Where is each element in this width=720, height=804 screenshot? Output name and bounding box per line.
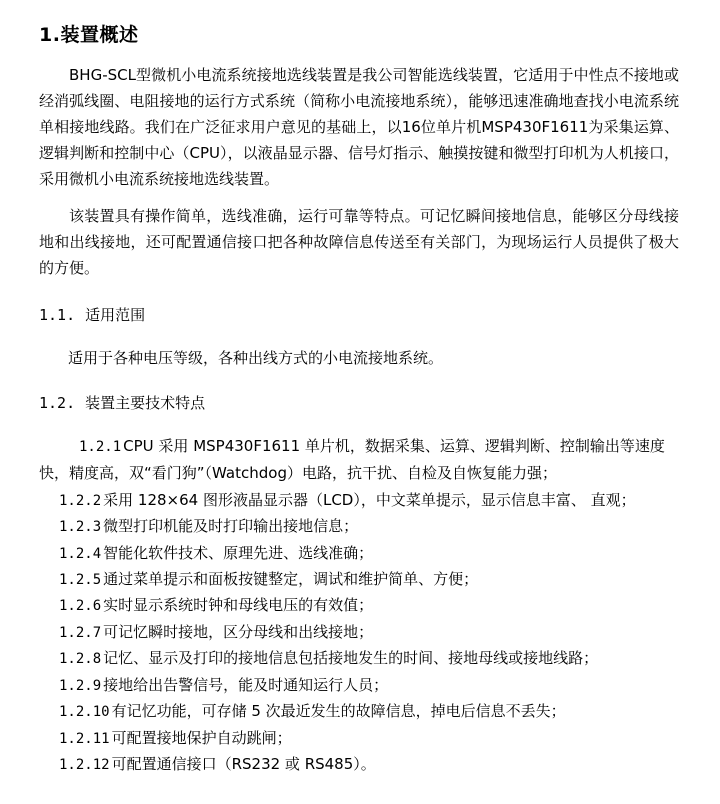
intro-paragraph: BHG-SCL型微机小电流系统接地选线装置是我公司智能选线装置，它适用于中性点不接地或经消弧线圈、电阻接地的运行方式系统（简称小电流接地系统），能够迅速准确地查找小电流系统单相接地线路。我们在广泛征求用户意见的基础上，以16位单片机MSP430F1611为采集运算、逻辑判断和控制中心（CPU），以液晶显示器、信号灯指示、触摸按键和微型打印机为人机接口，采用微机小电流系统接地选线装置。 [39, 66, 679, 188]
item-number: 1.2.8 [59, 651, 102, 667]
feature-item [39, 672, 679, 699]
feature-item [39, 487, 679, 514]
item-number: 1.2.7 [59, 625, 102, 641]
item-text: 可记忆瞬时接地，区分母线和出线接地； [103, 623, 374, 641]
features-paragraph: 该装置具有操作简单，选线准确，运行可靠等特点。可记忆瞬间接地信息，能够区分母线接地和出线接地，还可配置通信接口把各种故障信息传送至有关部门，为现场运行人员提供了极大的方便。 [39, 207, 679, 277]
item-number: 1.2.2 [59, 493, 102, 509]
feature-item [39, 540, 679, 567]
subsection-heading-features [39, 393, 205, 413]
item-text: 可配置通信接口（RS232 或 RS485）。 [111, 755, 376, 773]
subsection-title: 装置主要技术特点 [85, 394, 206, 412]
item-text: 智能化软件技术、原理先进、选线准确； [103, 544, 374, 562]
subsection-number: 1.2. [39, 394, 76, 412]
feature-item [39, 698, 679, 725]
feature-item [39, 619, 679, 646]
item-text: 接地给出告警信号，能及时通知运行人员； [103, 676, 389, 694]
item-text: 有记忆功能，可存储 5 次最近发生的故障信息，掉电后信息不丢失； [111, 702, 566, 720]
subsection-title: 适用范围 [85, 306, 146, 324]
item-text: 记忆、显示及打印的接地信息包括接地发生的时间、接地母线或接地线路； [103, 649, 599, 667]
scope-text: 适用于各种电压等级，各种出线方式的小电流接地系统。 [68, 349, 444, 367]
item-text: 采用 128×64 图形液晶显示器（LCD），中文菜单提示，显示信息丰富、 直观； [103, 491, 636, 509]
feature-item [39, 592, 679, 619]
item-text: 微型打印机能及时打印输出接地信息； [103, 517, 359, 535]
item-number: 1.2.5 [59, 572, 102, 588]
feature-item [39, 751, 679, 778]
feature-item [39, 645, 679, 672]
feature-item [39, 433, 679, 486]
feature-item [39, 566, 679, 593]
item-number: 1.2.9 [59, 678, 102, 694]
item-number: 1.2.6 [59, 598, 102, 614]
item-number: 1.2.10 [59, 704, 110, 720]
item-number: 1.2.1 [79, 439, 122, 455]
item-number: 1.2.4 [59, 546, 102, 562]
item-text: 通过菜单提示和面板按键整定，调试和维护简单、方便； [103, 570, 479, 588]
item-text: CPU 采用 MSP430F1611 单片机，数据采集、运算、逻辑判断、控制输出等速度快，精度高，双“看门狗”（Watchdog）电路，抗干扰、自检及自恢复能力强； [39, 437, 665, 482]
item-number: 1.2.11 [59, 731, 110, 747]
feature-item [39, 725, 679, 752]
section-title: 1.装置概述 [39, 24, 139, 46]
subsection-number: 1.1. [39, 306, 76, 324]
subsection-heading-scope [39, 305, 145, 325]
feature-item [39, 513, 679, 540]
item-number: 1.2.3 [59, 519, 102, 535]
item-text: 实时显示系统时钟和母线电压的有效值； [103, 596, 374, 614]
item-number: 1.2.12 [59, 757, 110, 773]
item-text: 可配置接地保护自动跳闸； [111, 729, 292, 747]
